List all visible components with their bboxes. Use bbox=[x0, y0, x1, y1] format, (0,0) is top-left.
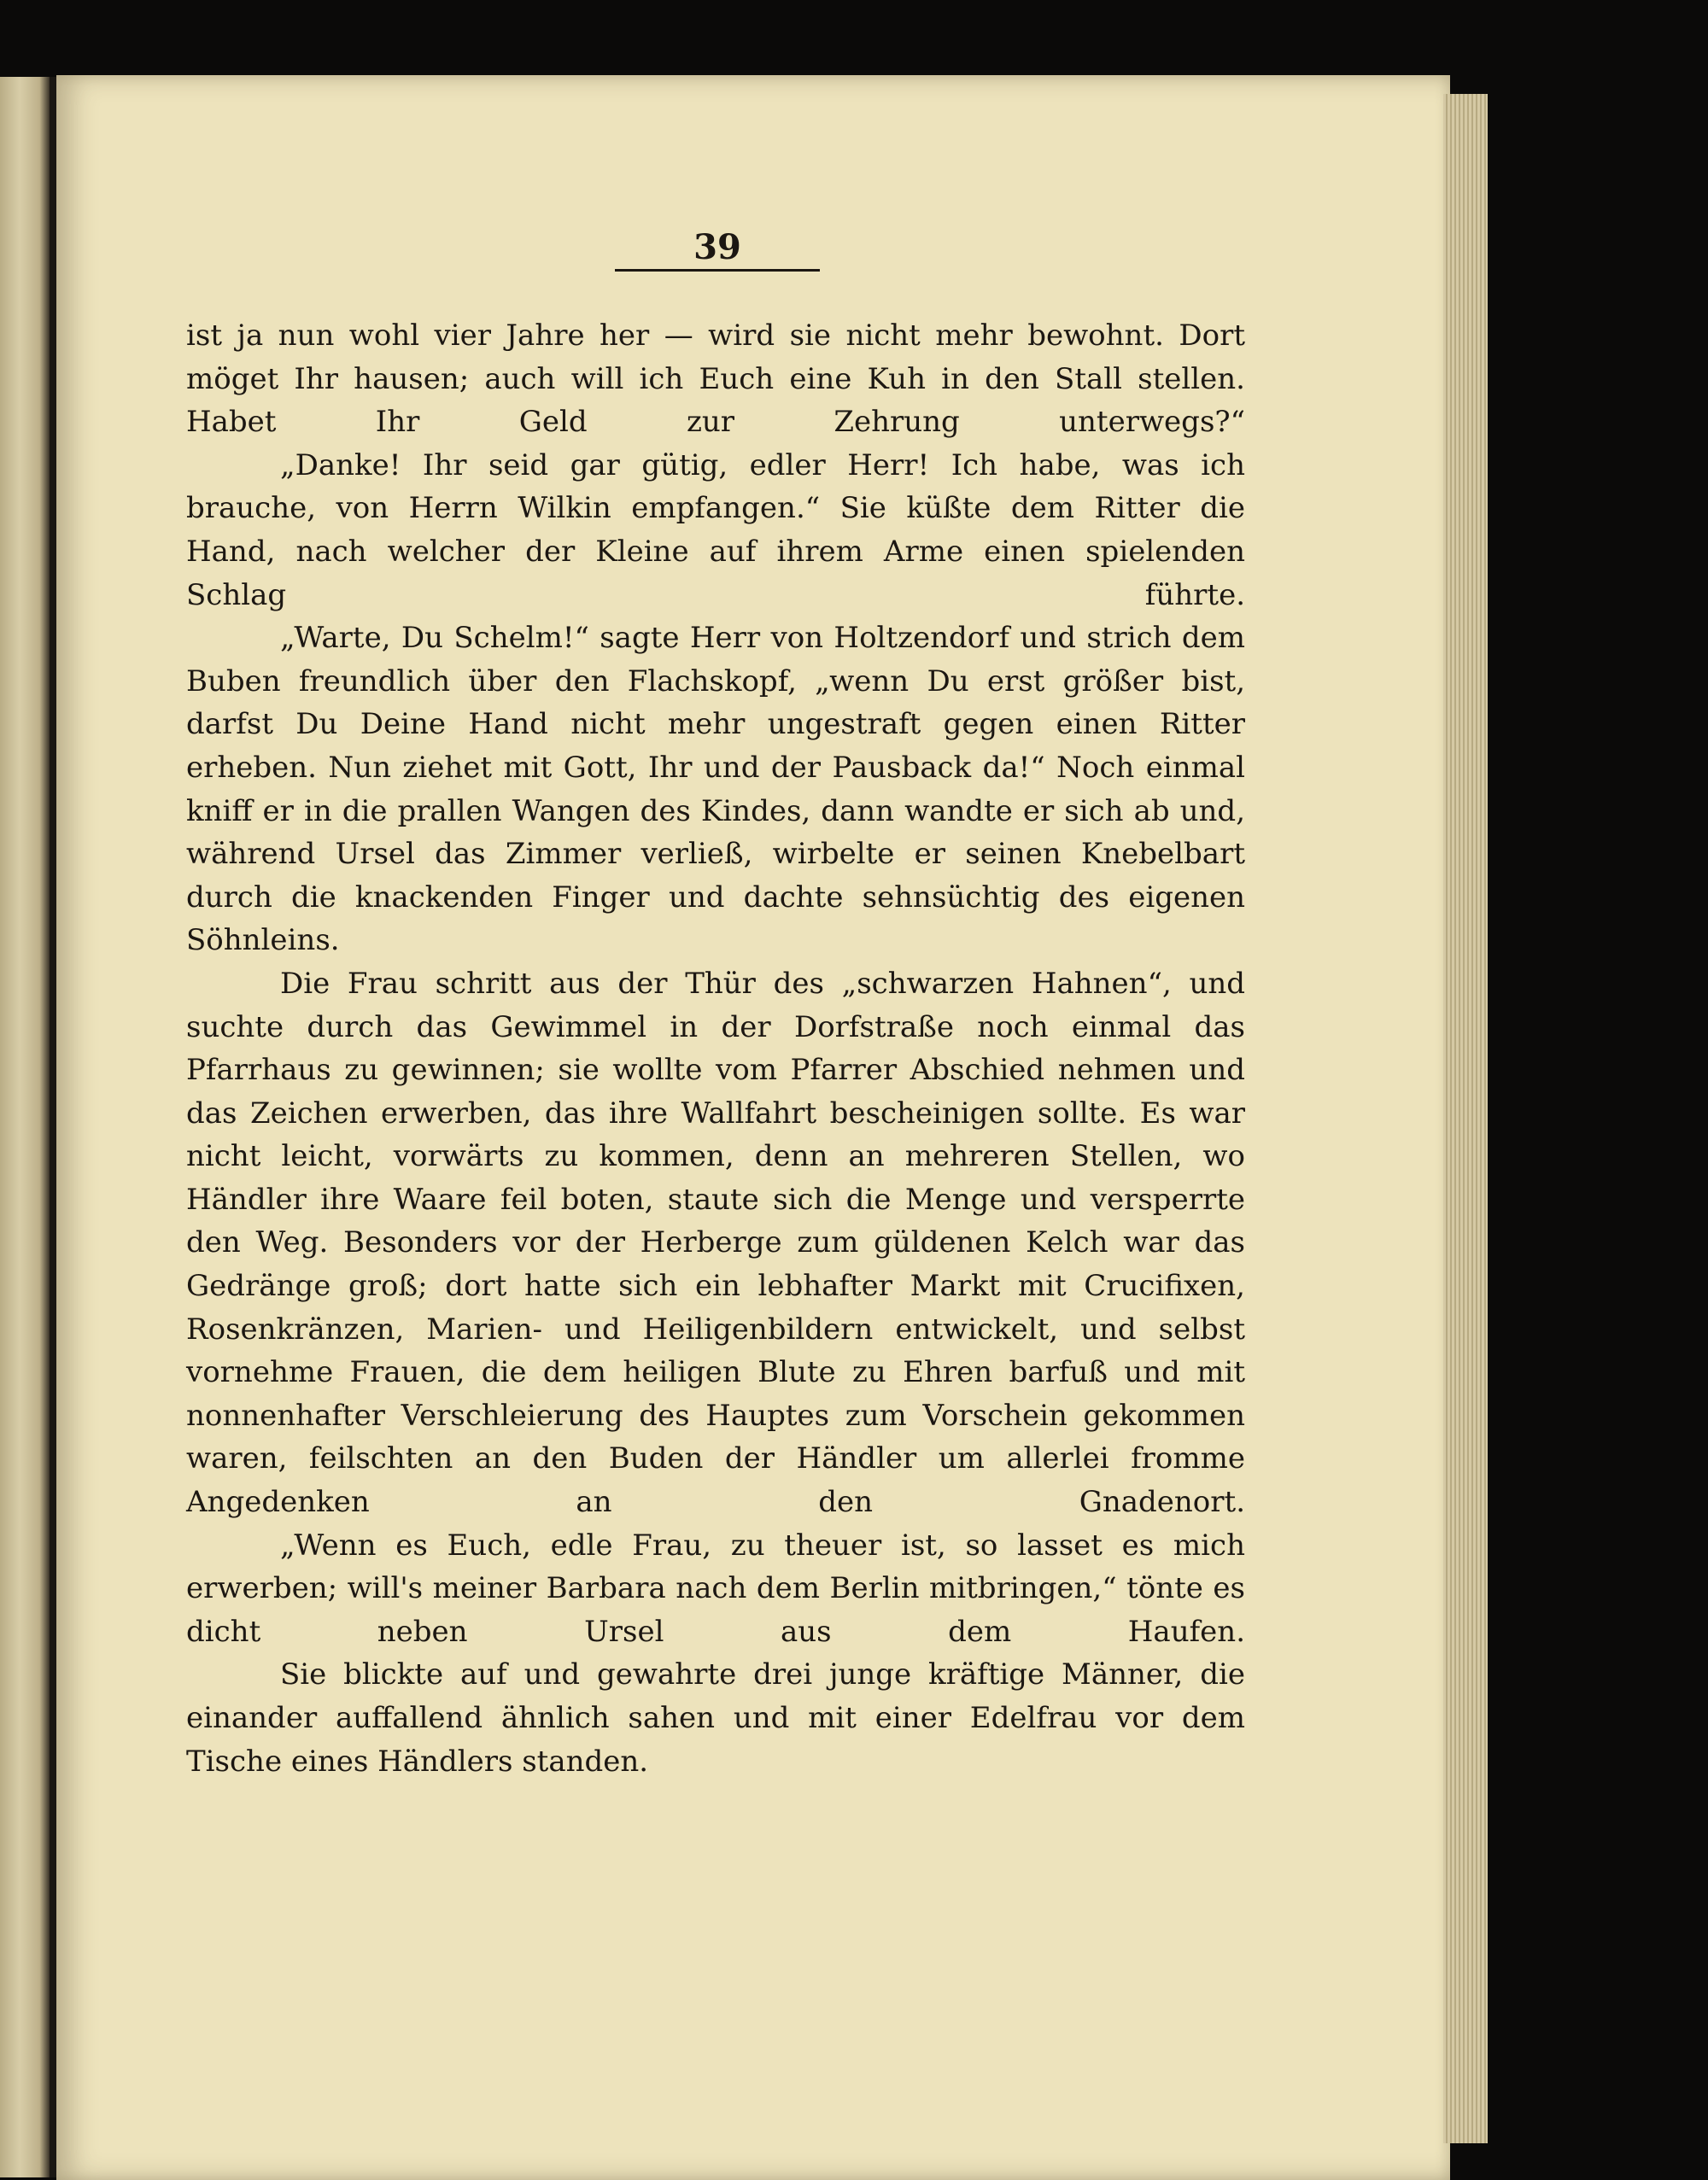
paragraph-6: Sie blickte auf und gewahrte drei junge kräftige Männer, die einander auffallend ähnlich sahen und mit einer Edelfrau vor dem Tische eines Händlers standen. bbox=[186, 1657, 1245, 1779]
page-stack-edge bbox=[1443, 94, 1488, 2143]
body-text bbox=[186, 314, 1245, 1783]
paragraph-5: „Wenn es Euch, edle Frau, zu theuer ist, so lasset es mich erwerben; will's meiner Barbara nach dem Berlin mitbringen,“ tönte es dicht neben Ursel aus dem Haufen. bbox=[186, 1528, 1245, 1649]
left-page-edge bbox=[0, 77, 50, 2177]
paragraph-3: „Warte, Du Schelm!“ sagte Herr von Holtzendorf und strich dem Buben freundlich über den Flachskopf, „wenn Du erst größer bist, darfst Du Deine Hand nicht mehr ungestraft gegen einen Ritter erheben. Nun ziehet mit Gott, Ihr und der Pausback da!“ Noch einmal kniff er in die prallen Wangen des Kindes, dann wandte er sich ab und, während Ursel das Zimmer verließ, wirbelte er seinen Knebelbart durch die knackenden Finger und dachte sehnsüchtig des eigenen Söhnleins. bbox=[186, 621, 1245, 958]
paragraph-1: ist ja nun wohl vier Jahre her — wird sie nicht mehr bewohnt. Dort möget Ihr hausen; auch will ich Euch eine Kuh in den Stall stellen. Habet Ihr Geld zur Zehrung unterwegs?“ bbox=[186, 319, 1245, 440]
paragraph-2: „Danke! Ihr seid gar gütig, edler Herr! Ich habe, was ich brauche, von Herrn Wilkin empfangen.“ Sie küßte dem Ritter die Hand, nach welcher der Kleine auf ihrem Arme einen spielenden Schlag führte. bbox=[186, 447, 1245, 612]
page-number-rule bbox=[615, 269, 820, 272]
paragraph-4: Die Frau schritt aus der Thür des „schwarzen Hahnen“, und suchte durch das Gewimmel in der Dorfstraße noch einmal das Pfarrhaus zu gewinnen; sie wollte vom Pfarrer Abschied nehmen und das Zeichen erwerben, das ihre Wallfahrt bescheinigen sollte. Es war nicht leicht, vorwärts zu kommen, denn an mehreren Stellen, wo Händler ihre Waare feil boten, staute sich die Menge und versperrte den Weg. Besonders vor der Herberge zum güldenen Kelch war das Gedränge groß; dort hatte sich ein lebhafter Markt mit Crucifixen, Rosenkränzen, Marien- und Heiligenbildern entwickelt, und selbst vornehme Frauen, die dem heiligen Blute zu Ehren barfuß und mit nonnenhafter Verschleierung des Hauptes zum Vorschein gekommen waren, feilschten an den Buden der Händler um allerlei fromme Angedenken an den Gnadenort. bbox=[186, 966, 1245, 1520]
page-number: 39 bbox=[693, 227, 741, 267]
